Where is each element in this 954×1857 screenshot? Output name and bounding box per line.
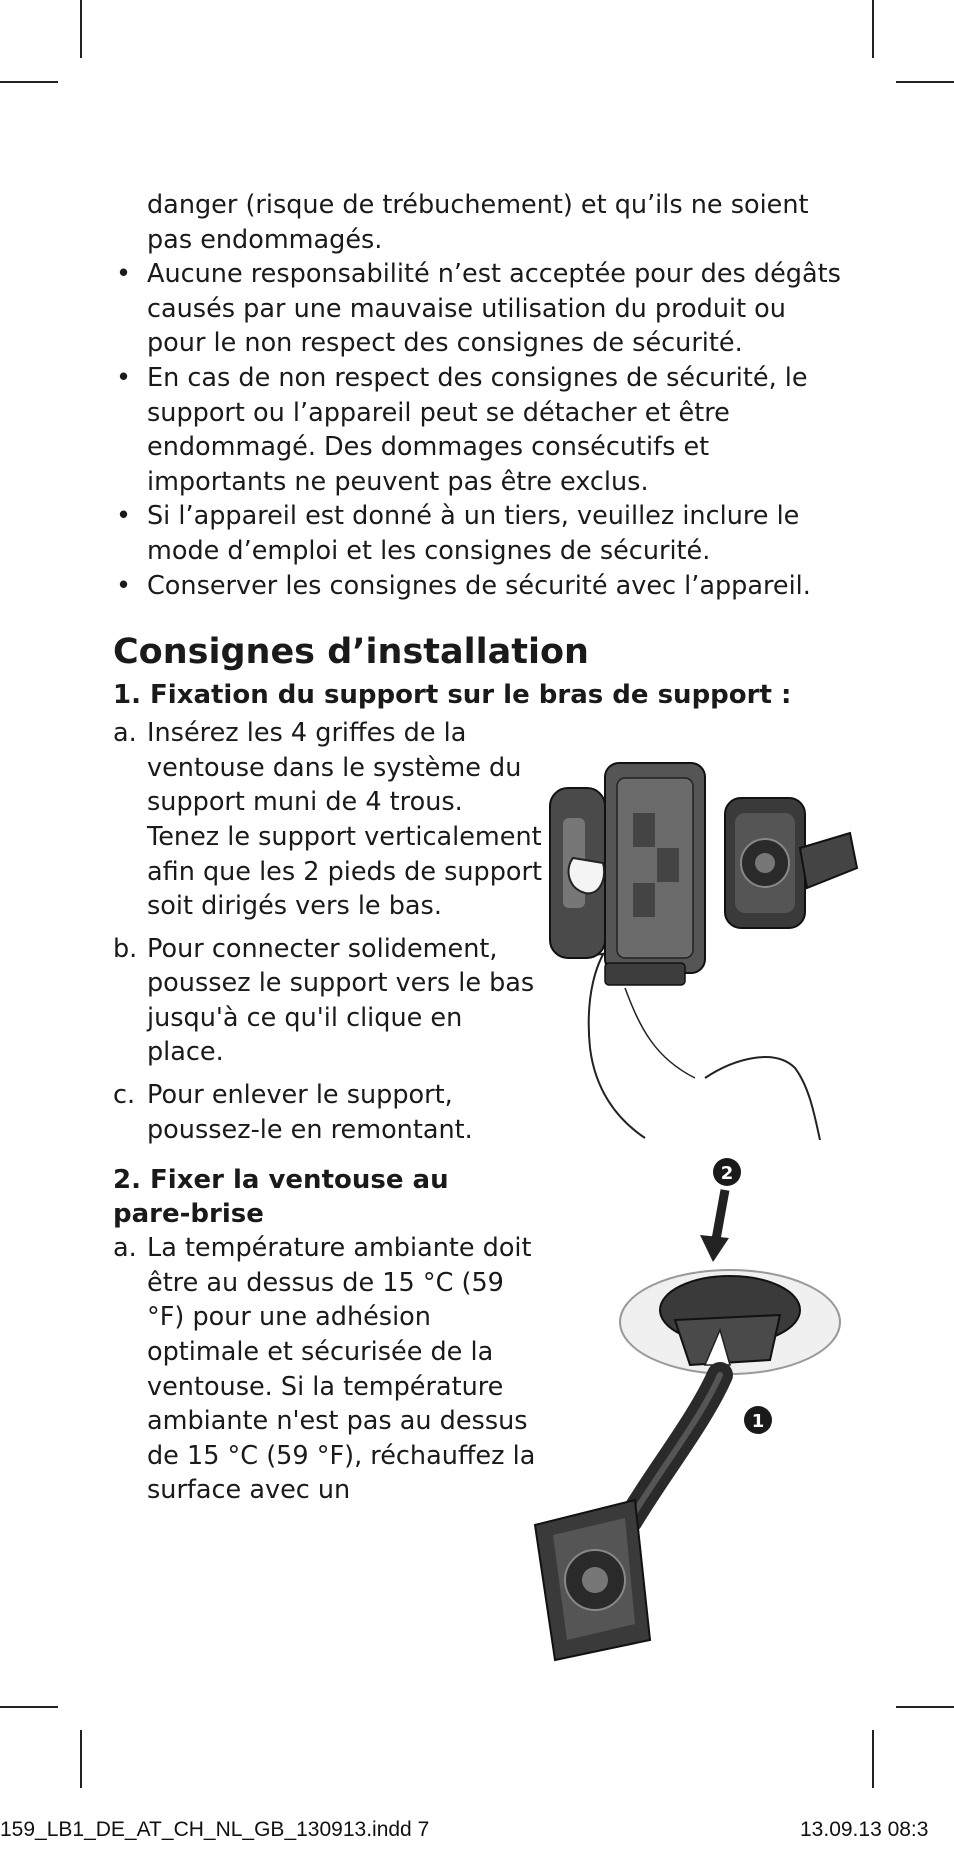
cradle-mounting-illustration [545,758,865,1140]
print-slug-file: 159_LB1_DE_AT_CH_NL_GB_130913.indd 7 [0,1818,430,1841]
item-letter: c. [113,1080,136,1111]
step1-title: 1. Fixation du support sur le bras de support : [113,680,792,711]
list-item: • Si l’appareil est donné à un tiers, veuillez inclure le mode d’emploi et les consignes de sécurité. [113,499,843,568]
list-item [113,932,543,1070]
crop-mark [896,1706,954,1708]
item-text: Insérez les 4 griffes de la ventouse dans le système du support muni de 4 trous. Tenez le support verticalement afin que les 2 pieds de support soit dirigés vers le bas. [147,718,543,922]
list-item: • En cas de non respect des consignes de sécurité, le support ou l’appareil peut se détacher et être endommagé. Des dommages consécutifs et importants ne peuvent pas être exclus. [113,361,843,499]
item-text: Pour enlever le support, poussez-le en remontant. [147,1080,473,1145]
list-item [113,1231,543,1508]
safety-bullet-list [113,257,843,603]
step2-list [113,1231,543,1508]
list-item [113,716,543,924]
item-text: La température ambiante doit être au dessus de 15 °C (59 °F) pour une adhésion optimale et sécurisée de la ventouse. Si la température ambiante n'est pas au dessus de 15 °C (59 °F), réchauffez la surface avec un [147,1233,536,1506]
section-title: Consignes d’installation [113,632,589,673]
item-letter: b. [113,933,138,964]
list-item [113,1078,543,1147]
list-item: • Aucune responsabilité n’est acceptée pour des dégâts causés par une mauvaise utilisation du produit ou pour le non respect des consignes de sécurité. [113,257,843,361]
crop-mark [0,81,58,83]
list-item: • Conserver les consignes de sécurité avec l’appareil. [113,569,843,604]
item-letter: a. [113,1233,137,1264]
crop-mark [872,1730,874,1788]
step-marker-2-label: 2 [720,1163,734,1184]
step-marker-1-label: 1 [751,1411,765,1432]
crop-mark [896,81,954,83]
step1-list [113,716,543,1147]
crop-mark [0,1706,58,1708]
crop-mark [872,0,874,58]
intro-continuation: danger (risque de trébuchement) et qu’ils ne soient pas endommagés. [147,190,809,255]
print-slug-date: 13.09.13 08:3 [800,1818,929,1841]
crop-mark [80,0,82,58]
item-letter: a. [113,718,137,749]
suction-mount-illustration [525,1150,845,1662]
item-text: Pour connecter solidement, poussez le support vers le bas jusqu'à ce qu'il clique en place. [147,933,535,1068]
crop-mark [80,1730,82,1788]
step2-title: 2. Fixer la ventouse au pare-brise [113,1165,449,1230]
